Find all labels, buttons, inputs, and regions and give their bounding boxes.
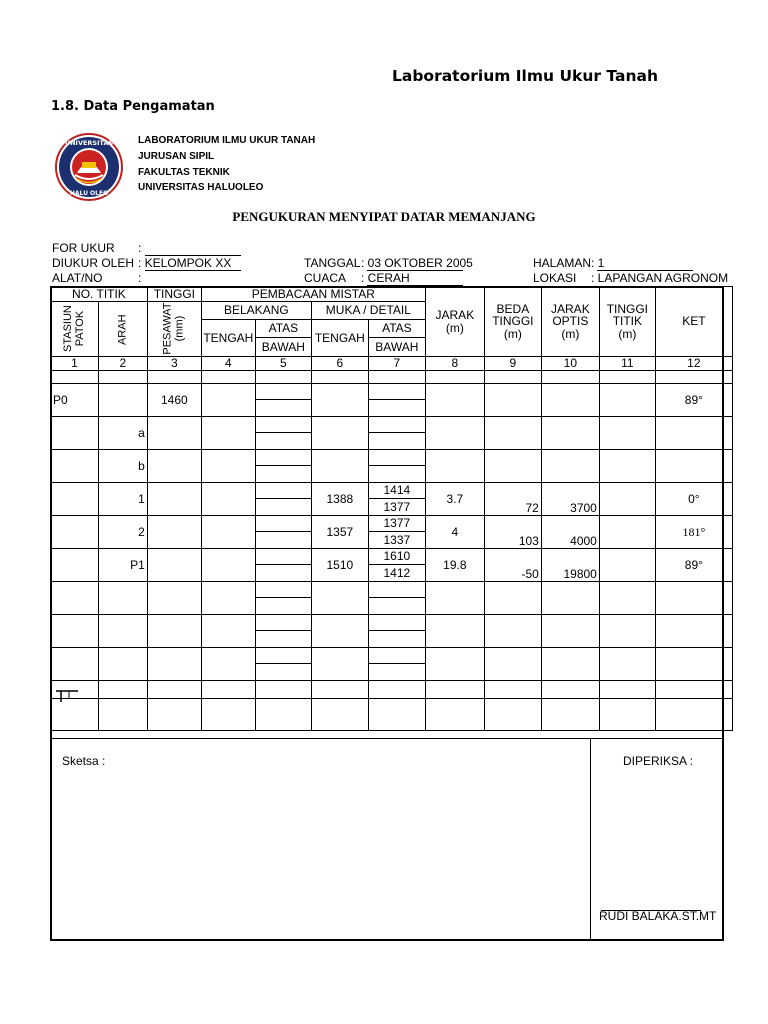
alat-sep: : [138,271,142,285]
header-beda-tinggi: BEDA TINGGI (m) [484,287,541,357]
cell-arah: 1 [98,483,147,516]
header-jarak: JARAK (m) [425,287,484,357]
header-pesawat: PESAWAT (mm) [147,302,201,357]
table-row [51,699,733,731]
cell-bawah-muka: 1377 [368,499,425,516]
signer-name: RUDI BALAKA.ST.MT [599,909,717,923]
cell-beda-tinggi: 72 [484,483,541,516]
institution-line: FAKULTAS TEKNIK [138,167,230,178]
cell-stasiun: P0 [51,384,99,417]
cell-beda-tinggi: -50 [484,549,541,582]
diukur-label: DIUKUR OLEH [52,256,135,270]
col-number: 8 [425,357,484,371]
header-tinggi: TINGGI [147,287,201,302]
col-number: 6 [311,357,368,371]
col-number: 5 [255,357,311,371]
table-row [51,384,733,400]
table-row [51,516,733,532]
lokasi-label: LOKASI [533,271,577,285]
table-row [51,549,733,565]
cell-bawah-muka: 1337 [368,532,425,549]
cell-jarak-optis: 19800 [541,549,599,582]
benchmark-icon [55,689,79,703]
halaman-label: HALAMAN [533,256,592,270]
header-no-titik: NO. TITIK [51,287,148,302]
logo-top-text: UNIVERSITAS [64,139,114,147]
header-tengah-muka: TENGAH [311,320,368,357]
cell-arah: a [98,417,147,450]
cell-jarak-optis: 3700 [541,483,599,516]
section-heading: 1.8. Data Pengamatan [51,99,215,114]
logo-bottom-text: HALU OLEO [69,190,109,197]
col-number: 12 [655,357,732,371]
institution-line: JURUSAN SIPIL [138,151,215,162]
tanggal-label: TANGGAL [304,256,361,270]
cell-beda-tinggi: 103 [484,516,541,549]
cell-tengah-muka: 1388 [311,483,368,516]
col-number: 9 [484,357,541,371]
cell-jarak-optis: 4000 [541,516,599,549]
cell-ket: 181° [655,516,732,549]
column-number-row [51,357,733,371]
table-row [51,615,733,631]
cell-jarak: 4 [425,516,484,549]
cell-jarak: 3.7 [425,483,484,516]
table-row [51,450,733,466]
alat-label: ALAT/NO [52,271,103,285]
table-row [51,417,733,433]
cell-atas-muka: 1414 [368,483,425,499]
header-tinggi-titik: TINGGI TITIK (m) [599,287,655,357]
sketsa-label: Sketsa : [62,754,106,768]
cuaca-value: : CERAH [361,271,410,285]
header-tengah-belakang: TENGAH [201,320,255,357]
for-ukur-sep: : [138,241,142,255]
cuaca-label: CUACA [304,271,347,285]
cell-ket: 89° [655,549,732,582]
page-title: Laboratorium Ilmu Ukur Tanah [392,67,658,85]
col-number: 3 [147,357,201,371]
table-row [51,483,733,499]
header-ket: KET [655,287,732,357]
table-row [51,582,733,598]
header-atas-belakang: ATAS [255,320,311,338]
header-bawah-muka: BAWAH [368,338,425,357]
cell-atas-muka: 1377 [368,516,425,532]
cell-arah: b [98,450,147,483]
header-muka: MUKA / DETAIL [311,302,425,320]
col-number: 4 [201,357,255,371]
col-number: 11 [599,357,655,371]
observation-table [50,286,733,731]
col-number: 10 [541,357,599,371]
col-number: 7 [368,357,425,371]
cell-ket: 89° [655,384,732,417]
header-bawah-belakang: BAWAH [255,338,311,357]
header-jarak-optis: JARAK OPTIS (m) [541,287,599,357]
header-belakang: BELAKANG [201,302,311,320]
halaman-value: : 1 [591,256,605,270]
institution-line: UNIVERSITAS HALUOLEO [138,182,264,193]
header-pembacaan: PEMBACAAN MISTAR [201,287,425,302]
cell-atas-muka: 1610 [368,549,425,565]
diperiksa-label: DIPERIKSA : [623,754,694,768]
for-ukur-label: FOR UKUR [52,241,115,255]
cell-tengah-muka: 1510 [311,549,368,582]
cell-arah: 2 [98,516,147,549]
cell-bawah-muka: 1412 [368,565,425,582]
header-arah: ARAH [98,302,147,357]
table-row [51,371,733,384]
cell-tengah-muka: 1357 [311,516,368,549]
cell-ket: 0° [655,483,732,516]
diukur-value: : KELOMPOK XX [138,256,232,270]
header-stasiun-patok: STASIUN PATOK [51,302,99,357]
table-row [51,648,733,664]
institution-line: LABORATORIUM ILMU UKUR TANAH [138,135,316,146]
col-number: 1 [51,357,99,371]
cell-tinggi-pesawat: 1460 [147,384,201,417]
col-number: 2 [98,357,147,371]
bottom-divider [590,738,591,941]
cell-jarak: 19.8 [425,549,484,582]
cell-arah: P1 [98,549,147,582]
tanggal-value: : 03 OKTOBER 2005 [361,256,473,270]
university-logo [55,133,123,201]
lokasi-value: : LAPANGAN AGRONOM [591,271,729,285]
header-atas-muka: ATAS [368,320,425,338]
document-title: PENGUKURAN MENYIPAT DATAR MEMANJANG [232,209,536,224]
table-row [51,681,733,699]
